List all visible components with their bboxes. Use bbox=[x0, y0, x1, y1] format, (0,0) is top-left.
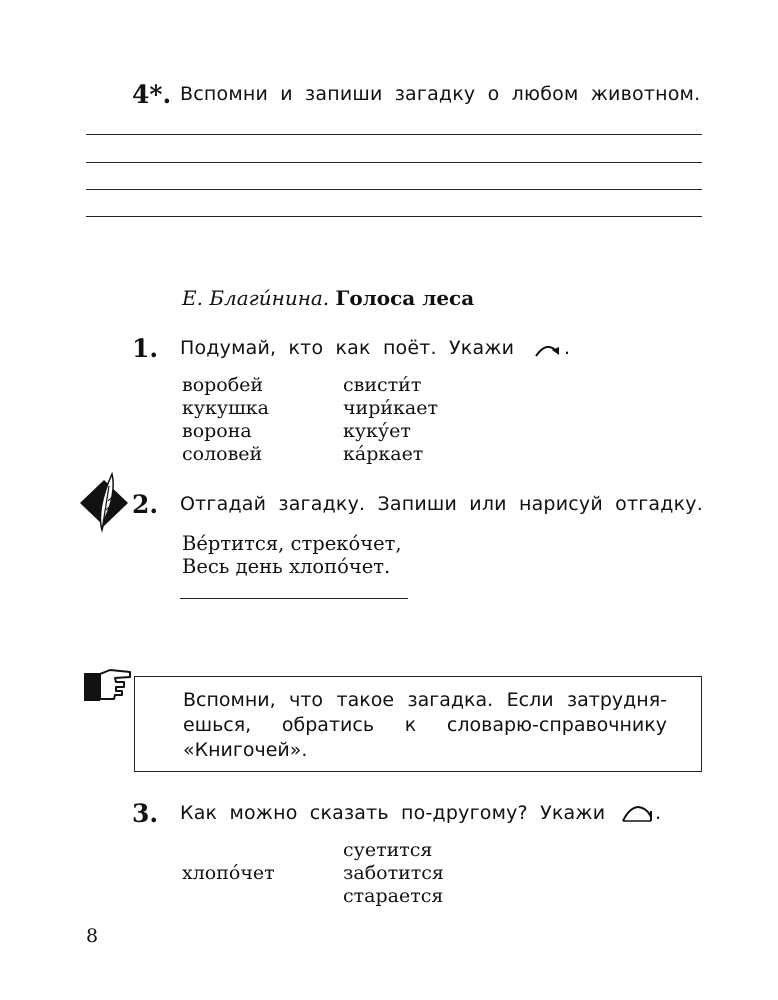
list-item[interactable]: ка́ркает bbox=[343, 443, 424, 465]
task-3-number: 3. bbox=[132, 799, 159, 828]
hint-box bbox=[134, 676, 702, 772]
hint-text bbox=[183, 688, 667, 763]
hint-line: ешься, обратись к словарю-справочнику bbox=[183, 714, 667, 736]
answer-line-3[interactable] bbox=[86, 189, 702, 190]
sound-list bbox=[343, 374, 438, 466]
task-4-number: 4*. bbox=[132, 80, 172, 109]
task-1-number: 1. bbox=[132, 334, 159, 363]
task-2-number: 2. bbox=[132, 490, 159, 519]
option-item[interactable]: старается bbox=[343, 885, 444, 907]
bird-list bbox=[182, 374, 269, 466]
riddle-text bbox=[182, 532, 402, 578]
connect-arrow-icon bbox=[533, 338, 563, 360]
list-item[interactable]: свисти́т bbox=[343, 374, 422, 396]
riddle-line: Весь день хлопо́чет. bbox=[182, 555, 391, 578]
section-title: Голоса леса bbox=[335, 286, 475, 310]
option-item[interactable]: заботится bbox=[343, 862, 444, 884]
answer-line-2[interactable] bbox=[86, 162, 702, 163]
task-1-text: Подумай, кто как поёт. Укажи bbox=[180, 337, 515, 359]
answer-line-4[interactable] bbox=[86, 216, 702, 217]
hint-line: «Книгочей». bbox=[183, 739, 308, 761]
task-1-period: . bbox=[564, 337, 571, 359]
synonym-options bbox=[343, 839, 444, 908]
pointing-hand-icon bbox=[82, 664, 132, 704]
answer-line-1[interactable] bbox=[86, 134, 702, 135]
underline-choice-icon bbox=[621, 803, 655, 825]
task-3-text: Как можно сказать по-другому? Укажи bbox=[180, 802, 606, 824]
section-author: Е. Благи́нина. bbox=[182, 286, 330, 310]
list-item[interactable]: соловей bbox=[182, 443, 263, 465]
page-number: 8 bbox=[86, 925, 99, 947]
section-heading bbox=[182, 286, 474, 310]
riddle-answer-line[interactable] bbox=[180, 598, 408, 599]
riddle-line: Ве́ртится, стреко́чет, bbox=[182, 532, 402, 555]
list-item[interactable]: кукушка bbox=[182, 397, 269, 419]
list-item[interactable]: ворона bbox=[182, 420, 252, 442]
hint-line: Вспомни, что такое загадка. Если затрудня- bbox=[183, 689, 667, 711]
writing-quill-icon bbox=[78, 472, 130, 534]
list-item[interactable]: куку́ет bbox=[343, 420, 411, 442]
task-3-word: хлопо́чет bbox=[182, 862, 275, 884]
task-4-text: Вспомни и запиши загадку о любом животном. bbox=[180, 83, 701, 105]
task-3-period: . bbox=[655, 802, 662, 824]
task-2-text: Отгадай загадку. Запиши или нарисуй отгадку. bbox=[180, 493, 703, 515]
list-item[interactable]: воробей bbox=[182, 374, 264, 396]
list-item[interactable]: чири́кает bbox=[343, 397, 439, 419]
option-item[interactable]: суетится bbox=[343, 839, 433, 861]
